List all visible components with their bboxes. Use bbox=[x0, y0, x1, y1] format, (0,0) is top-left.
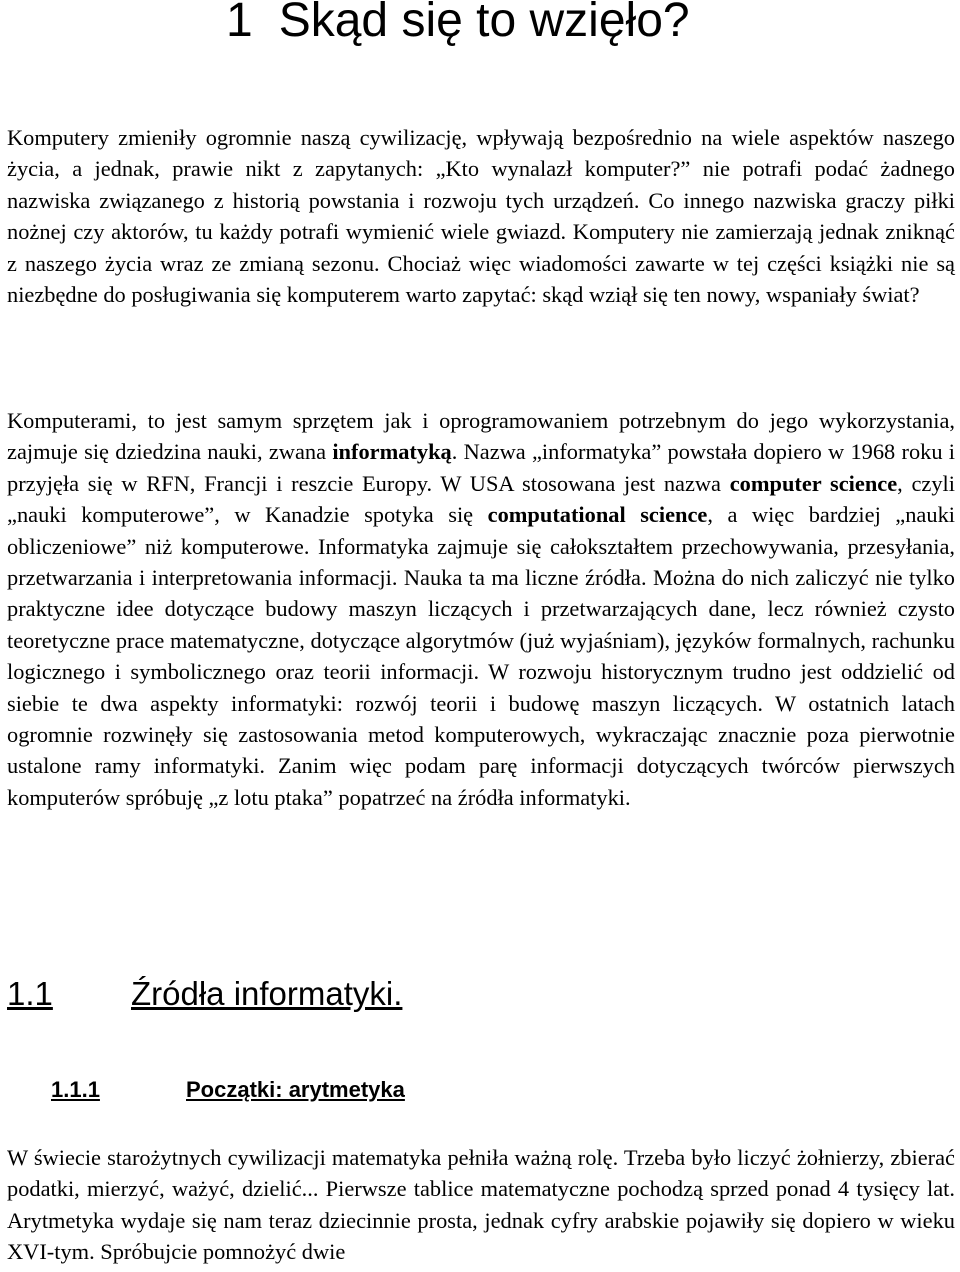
chapter-heading bbox=[226, 0, 690, 48]
section-heading bbox=[7, 974, 402, 1014]
subsection-number: 1.1.1 bbox=[51, 1077, 100, 1102]
term-computer-science: computer science bbox=[729, 470, 898, 496]
informatics-text-4: , a więc bardziej „nauki obliczeniowe” niż komputerowe. Informatyka zajmuje się całokształtem przechowywania, przesyłania, przetwarzania i interpretowania informacji. Nauka ta ma liczne źródła. Można do nich zaliczyć nie tylko praktyczne idee dotyczące budowy maszyn liczących i przetwarzających dane, lecz również czysto teoretyczne prace matematyczne, dotyczące algorytmów (już wyjaśniam), języków formalnych, rachunku logicznego i symbolicznego oraz teorii informacji. W rozwoju historycznym trudno jest oddzielić od siebie te dwa aspekty informatyki: rozwój teorii i budowę maszyn liczących. W ostatnich latach ogromnie rozwinęły się zastosowania metod komputerowych, wykraczając znacznie poza pierwotnie ustalone ramy informatyki. Zanim więc podam parę informacji dotyczących twórców pierwszych komputerów spróbuję „z lotu ptaka” popatrzeć na źródła informatyki. bbox=[7, 502, 955, 810]
informatics-paragraph bbox=[7, 405, 955, 813]
subsection-title: Początki: arytmetyka bbox=[186, 1077, 405, 1102]
intro-paragraph: Komputery zmieniły ogromnie naszą cywilizację, wpływają bezpośrednio na wiele aspektów naszego życia, a jednak, prawie nikt z zapytanych: „Kto wynalazł komputer?” nie potrafi podać żadnego nazwiska związanego z historią powstania i rozwoju tych urządzeń. Co innego nazwiska graczy piłki nożnej czy aktorów, tu każdy potrafi wymienić wiele gwiazd. Komputery nie zamierzają jednak zniknąć z naszego życia wraz ze zmianą sezonu. Chociaż więc wiadomości zawarte w tej części książki nie są niezbędne do posługiwania się komputerem warto zapytać: skąd wziął się ten nowy, wspaniały świat? bbox=[7, 125, 955, 308]
term-computational-science: computational science bbox=[487, 502, 708, 528]
arithmetic-paragraph: W świecie starożytnych cywilizacji matematyka pełniła ważną rolę. Trzeba było liczyć żołnierzy, zbierać podatki, mierzyć, ważyć, dzielić... Pierwsze tablice matematyczne pochodzą sprzed ponad 4 tysięcy lat. Arytmetyka wydaje się nam teraz dziecinnie prosta, jednak cyfry arabskie pojawiły się dopiero w wieku XVI-tym. Spróbujcie pomnożyć dwie bbox=[7, 1145, 955, 1265]
term-informatyka: informatyką bbox=[332, 439, 452, 465]
informatics-text-3: , czyli „nauki komputerowe”, w Kanadzie spotyka się bbox=[7, 470, 955, 528]
informatics-text-2: . Nazwa „informatyka” powstała dopiero w 1968 roku i przyjęła się w RFN, Francji i reszcie Europy. W USA stosowana jest nazwa bbox=[7, 439, 956, 496]
section-title: Źródła informatyki. bbox=[131, 975, 403, 1012]
chapter-number: 1 bbox=[226, 0, 253, 47]
subsection-heading bbox=[51, 1076, 405, 1104]
chapter-title: Skąd się to wzięło? bbox=[278, 0, 690, 47]
section-number: 1.1 bbox=[7, 975, 53, 1012]
informatics-text-1: Komputerami, to jest samym sprzętem jak i oprogramowaniem potrzebnym do jego wykorzystania, zajmuje się dziedzina nauki, zwana bbox=[7, 408, 955, 465]
